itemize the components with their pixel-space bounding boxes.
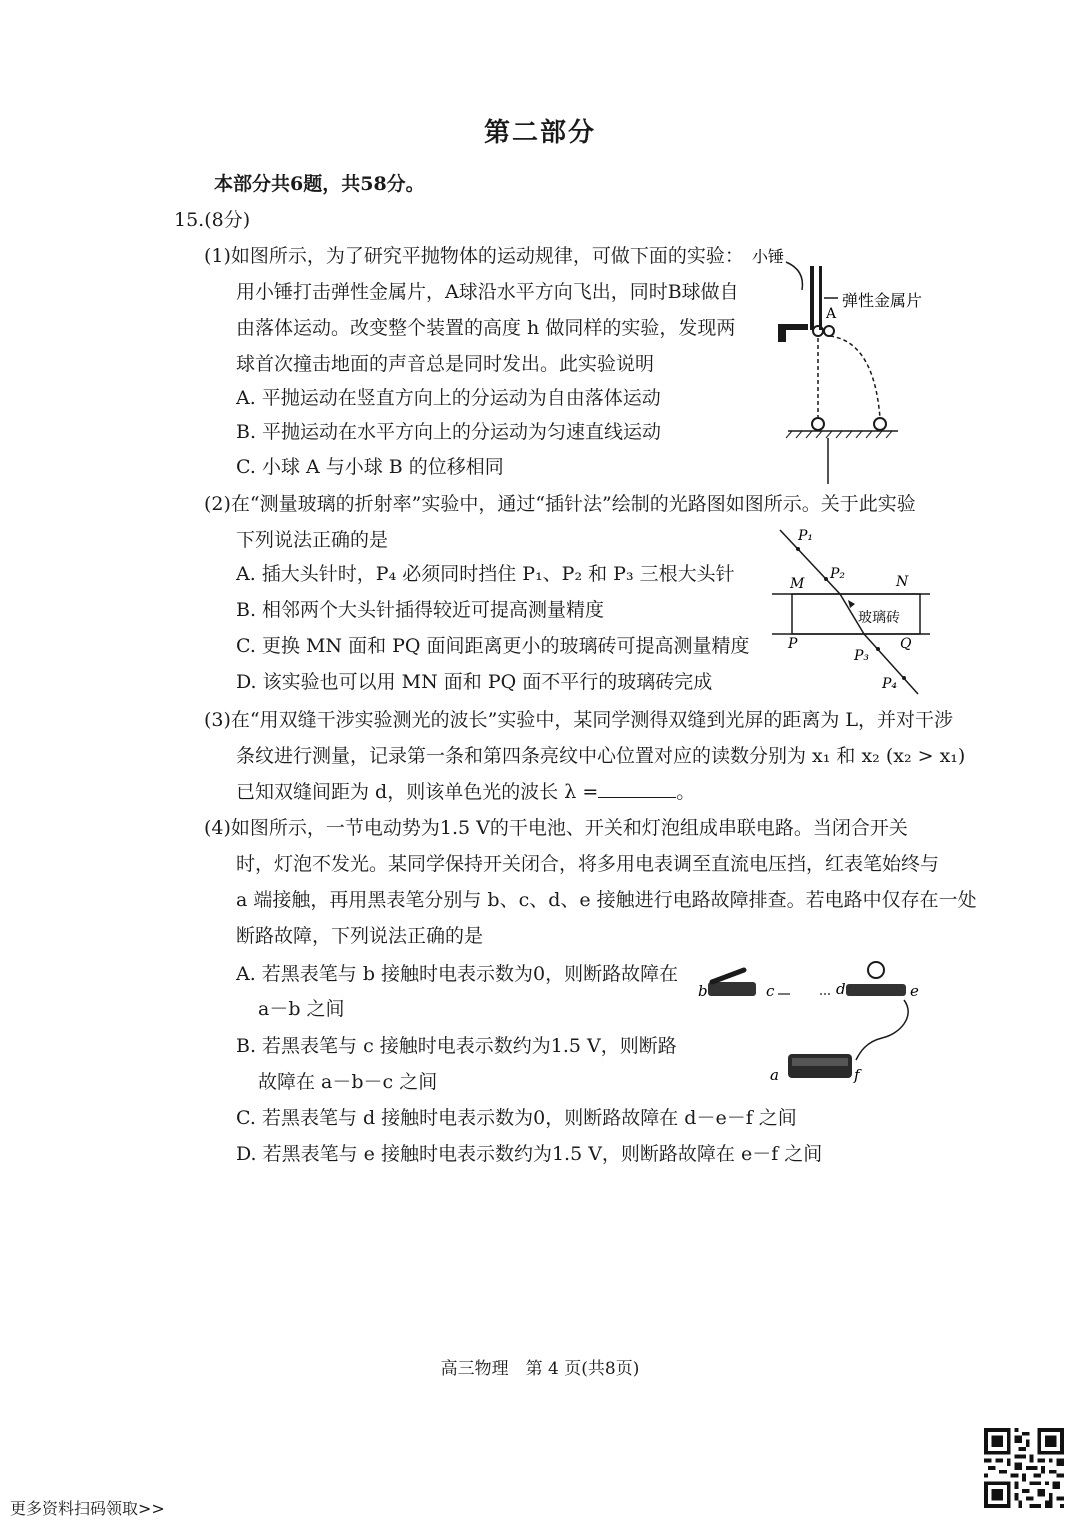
label-p3: P₃ bbox=[854, 648, 870, 664]
label-m: M bbox=[790, 576, 805, 592]
question-15-header: 15.(8分) bbox=[174, 209, 251, 231]
label-glass: 玻璃砖 bbox=[858, 610, 900, 626]
q15-1-line: 由落体运动。改变整个装置的高度 h 做同样的实验，发现两 bbox=[236, 317, 736, 339]
plate-left-post bbox=[810, 266, 814, 330]
terminal-c: c bbox=[766, 982, 775, 1000]
section-title: 第二部分 bbox=[483, 118, 596, 148]
ball-b-start bbox=[813, 326, 823, 336]
terminal-d: d bbox=[836, 980, 846, 998]
page-footer: 高三物理 第 4 页(共8页) bbox=[440, 1359, 640, 1379]
circuit-figure bbox=[690, 956, 930, 1096]
q15-1-option-b: B. 平抛运动在水平方向上的分运动为匀速直线运动 bbox=[236, 421, 662, 443]
projectile-apparatus-figure bbox=[748, 238, 948, 488]
q15-3-last-prefix: 已知双缝间距为 d，则该单色光的波长 λ = bbox=[236, 781, 599, 803]
lamp-base bbox=[846, 984, 906, 996]
glass-block bbox=[792, 594, 920, 634]
ball-a-start bbox=[824, 326, 834, 336]
q15-4-line: 断路故障，下列说法正确的是 bbox=[236, 925, 484, 947]
refraction-figure bbox=[768, 524, 938, 700]
bottom-note: 更多资料扫码领取>> bbox=[10, 1499, 165, 1518]
q15-2-option-c: C. 更换 MN 面和 PQ 面间距离更小的玻璃砖可提高测量精度 bbox=[236, 635, 750, 657]
q15-1-line: (1)如图所示，为了研究平抛物体的运动规律，可做下面的实验： bbox=[204, 245, 744, 267]
q15-2-line: 下列说法正确的是 bbox=[236, 529, 389, 551]
ray-arrow bbox=[848, 600, 855, 608]
q15-1-line: 球首次撞击地面的声音总是同时发出。此实验说明 bbox=[236, 353, 655, 375]
q15-2-line: (2)在“测量玻璃的折射率”实验中，通过“插针法”绘制的光路图如图所示。关于此实验 bbox=[204, 493, 916, 515]
wire-e-f bbox=[856, 1000, 908, 1060]
ball-a-ground bbox=[874, 418, 886, 430]
q15-3-line: (3)在“用双缝干涉实验测光的波长”实验中，某同学测得双缝到光屏的距离为 L，并对干涉 bbox=[204, 709, 953, 731]
ball-a-path bbox=[830, 336, 880, 418]
pin-p3 bbox=[876, 647, 880, 651]
qr-code-icon bbox=[984, 1428, 1064, 1508]
label-p4: P₄ bbox=[882, 676, 898, 692]
ball-a-label: A bbox=[826, 306, 837, 322]
q15-3-line: 条纹进行测量，记录第一条和第四条亮纹中心位置对应的读数分别为 x₁ 和 x₂ (x₂ > x₁) bbox=[236, 745, 966, 767]
q15-3-last-suffix: 。 bbox=[676, 781, 696, 803]
hammer-label: 小锤 bbox=[752, 247, 785, 266]
pin-p2 bbox=[824, 577, 828, 581]
pin-p1 bbox=[796, 547, 800, 551]
terminal-f: f bbox=[854, 1066, 860, 1084]
q15-4-option-b-cont: 故障在 a－b－c 之间 bbox=[258, 1071, 438, 1093]
answer-blank bbox=[598, 781, 676, 798]
label-p1: P₁ bbox=[798, 528, 814, 544]
q15-2-option-a: A. 插大头针时，P₄ 必须同时挡住 P₁、P₂ 和 P₃ 三根大头针 bbox=[236, 563, 735, 585]
section-intro: 本部分共6题，共58分。 bbox=[214, 173, 425, 195]
q15-1-option-a: A. 平抛运动在竖直方向上的分运动为自由落体运动 bbox=[236, 387, 661, 409]
terminal-e: e bbox=[910, 982, 919, 1000]
q15-4-option-c: C. 若黑表笔与 d 接触时电表示数为0，则断路故障在 d－e－f 之间 bbox=[236, 1107, 797, 1129]
switch-base bbox=[708, 982, 756, 996]
q15-1-option-c: C. 小球 A 与小球 B 的位移相同 bbox=[236, 456, 504, 478]
q15-4-line: 时，灯泡不发光。某同学保持开关闭合，将多用电表调至直流电压挡，红表笔始终与 bbox=[236, 853, 940, 875]
label-q: Q bbox=[900, 636, 912, 652]
q15-4-line: a 端接触，再用黑表笔分别与 b、c、d、e 接触进行电路故障排查。若电路中仅存在一处 bbox=[236, 889, 977, 911]
plate-right-post bbox=[819, 266, 822, 330]
q15-2-option-d: D. 该实验也可以用 MN 面和 PQ 面不平行的玻璃砖完成 bbox=[236, 671, 713, 693]
stand-foot bbox=[778, 330, 786, 342]
battery-label-band bbox=[792, 1058, 848, 1066]
pin-p4 bbox=[902, 676, 906, 680]
terminal-b: b bbox=[698, 982, 708, 1000]
q15-4-line: (4)如图所示，一节电动势为1.5 V的干电池、开关和灯泡组成串联电路。当闭合开关 bbox=[204, 817, 908, 839]
stand-base bbox=[778, 324, 808, 330]
plate-label: 弹性金属片 bbox=[842, 291, 923, 310]
q15-4-option-b: B. 若黑表笔与 c 接触时电表示数约为1.5 V，则断路 bbox=[236, 1035, 677, 1057]
switch-lever bbox=[712, 970, 744, 982]
q15-4-option-a-cont: a－b 之间 bbox=[258, 998, 345, 1020]
ground-hatching bbox=[786, 431, 892, 438]
label-p2: P₂ bbox=[830, 566, 846, 582]
label-p: P bbox=[788, 636, 798, 652]
lamp-bulb bbox=[868, 962, 884, 978]
ball-b-ground bbox=[812, 418, 824, 430]
hammer-pointer-line bbox=[786, 262, 802, 290]
terminal-a: a bbox=[770, 1066, 779, 1084]
q15-2-option-b: B. 相邻两个大头针插得较近可提高测量精度 bbox=[236, 599, 605, 621]
q15-4-option-d: D. 若黑表笔与 e 接触时电表示数约为1.5 V，则断路故障在 e－f 之间 bbox=[236, 1143, 823, 1165]
label-n: N bbox=[896, 574, 909, 590]
q15-4-option-a: A. 若黑表笔与 b 接触时电表示数为0，则断路故障在 bbox=[236, 963, 679, 985]
q15-3-last-line bbox=[236, 780, 695, 804]
q15-1-line: 用小锤打击弹性金属片，A球沿水平方向飞出，同时B球做自 bbox=[236, 281, 739, 303]
